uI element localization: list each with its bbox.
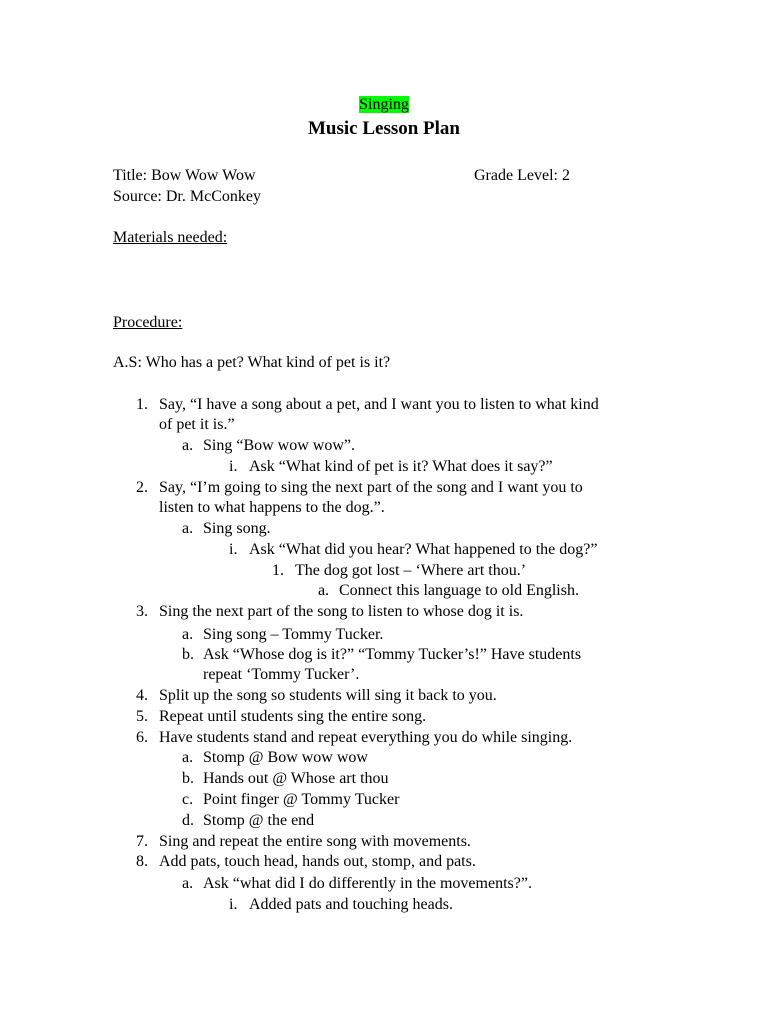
source: Source: Dr. McConkey: [113, 188, 261, 205]
list-text: Sing “Bow wow wow”.: [203, 437, 355, 454]
list-text: Hands out @ Whose art thou: [203, 770, 389, 787]
list-marker: 5.: [136, 708, 148, 725]
list-text: Have students stand and repeat everything you do while singing.: [159, 729, 573, 746]
list-marker: d.: [182, 812, 194, 829]
list-marker: 6.: [136, 729, 148, 746]
list-text: Connect this language to old English.: [339, 582, 579, 599]
list-marker: a.: [318, 582, 330, 599]
list-marker: 1.: [136, 396, 148, 413]
list-text: Sing song – Tommy Tucker.: [203, 626, 384, 643]
list-marker: b.: [182, 646, 194, 663]
list-marker: 8.: [136, 853, 148, 870]
list-marker: a.: [182, 437, 194, 454]
list-text: repeat ‘Tommy Tucker’.: [203, 666, 360, 683]
anticipatory-set: A.S: Who has a pet? What kind of pet is it?: [113, 354, 391, 371]
lesson-title: Title: Bow Wow Wow: [113, 167, 256, 184]
list-text: Add pats, touch head, hands out, stomp, and pats.: [159, 853, 476, 870]
list-marker: c.: [182, 791, 194, 808]
list-text: Sing the next part of the song to listen to whose dog it is.: [159, 603, 524, 620]
list-text: Point finger @ Tommy Tucker: [203, 791, 400, 808]
list-text: Sing song.: [203, 520, 271, 537]
list-text: Stomp @ Bow wow wow: [203, 749, 368, 766]
list-text: of pet it is.”: [159, 416, 235, 433]
list-marker: 2.: [136, 479, 148, 496]
list-text: listen to what happens to the dog.”.: [159, 499, 385, 516]
list-marker: a.: [182, 749, 194, 766]
list-marker: a.: [182, 626, 194, 643]
list-text: Ask “Whose dog is it?” “Tommy Tucker’s!” Have students: [203, 646, 582, 663]
list-text: Added pats and touching heads.: [249, 896, 453, 913]
list-marker: 1.: [272, 562, 284, 579]
list-marker: b.: [182, 770, 194, 787]
list-marker: i.: [229, 458, 238, 475]
procedure-heading: Procedure:: [113, 314, 183, 331]
grade-level: Grade Level: 2: [474, 167, 570, 184]
list-text: Ask “What did you hear? What happened to the dog?”: [249, 541, 598, 558]
list-text: Say, “I’m going to sing the next part of the song and I want you to: [159, 479, 583, 496]
list-text: Ask “What kind of pet is it? What does it say?”: [249, 458, 553, 475]
list-marker: 7.: [136, 833, 148, 850]
page-title: Music Lesson Plan: [307, 118, 461, 139]
list-marker: i.: [229, 896, 238, 913]
list-text: The dog got lost – ‘Where art thou.’: [295, 562, 527, 579]
list-marker: 4.: [136, 687, 148, 704]
list-marker: 3.: [136, 603, 148, 620]
list-text: Repeat until students sing the entire song.: [159, 708, 427, 725]
list-text: Ask “what did I do differently in the movements?”.: [203, 875, 532, 892]
list-text: Split up the song so students will sing it back to you.: [159, 687, 497, 704]
list-marker: i.: [229, 541, 238, 558]
list-marker: a.: [182, 875, 194, 892]
list-marker: a.: [182, 520, 194, 537]
list-text: Say, “I have a song about a pet, and I want you to listen to what kind: [159, 396, 599, 413]
list-text: Sing and repeat the entire song with movements.: [159, 833, 471, 850]
list-text: Stomp @ the end: [203, 812, 315, 829]
materials-heading: Materials needed:: [113, 229, 228, 246]
category-label: Singing: [359, 96, 409, 113]
category-heading: [0, 95, 768, 115]
